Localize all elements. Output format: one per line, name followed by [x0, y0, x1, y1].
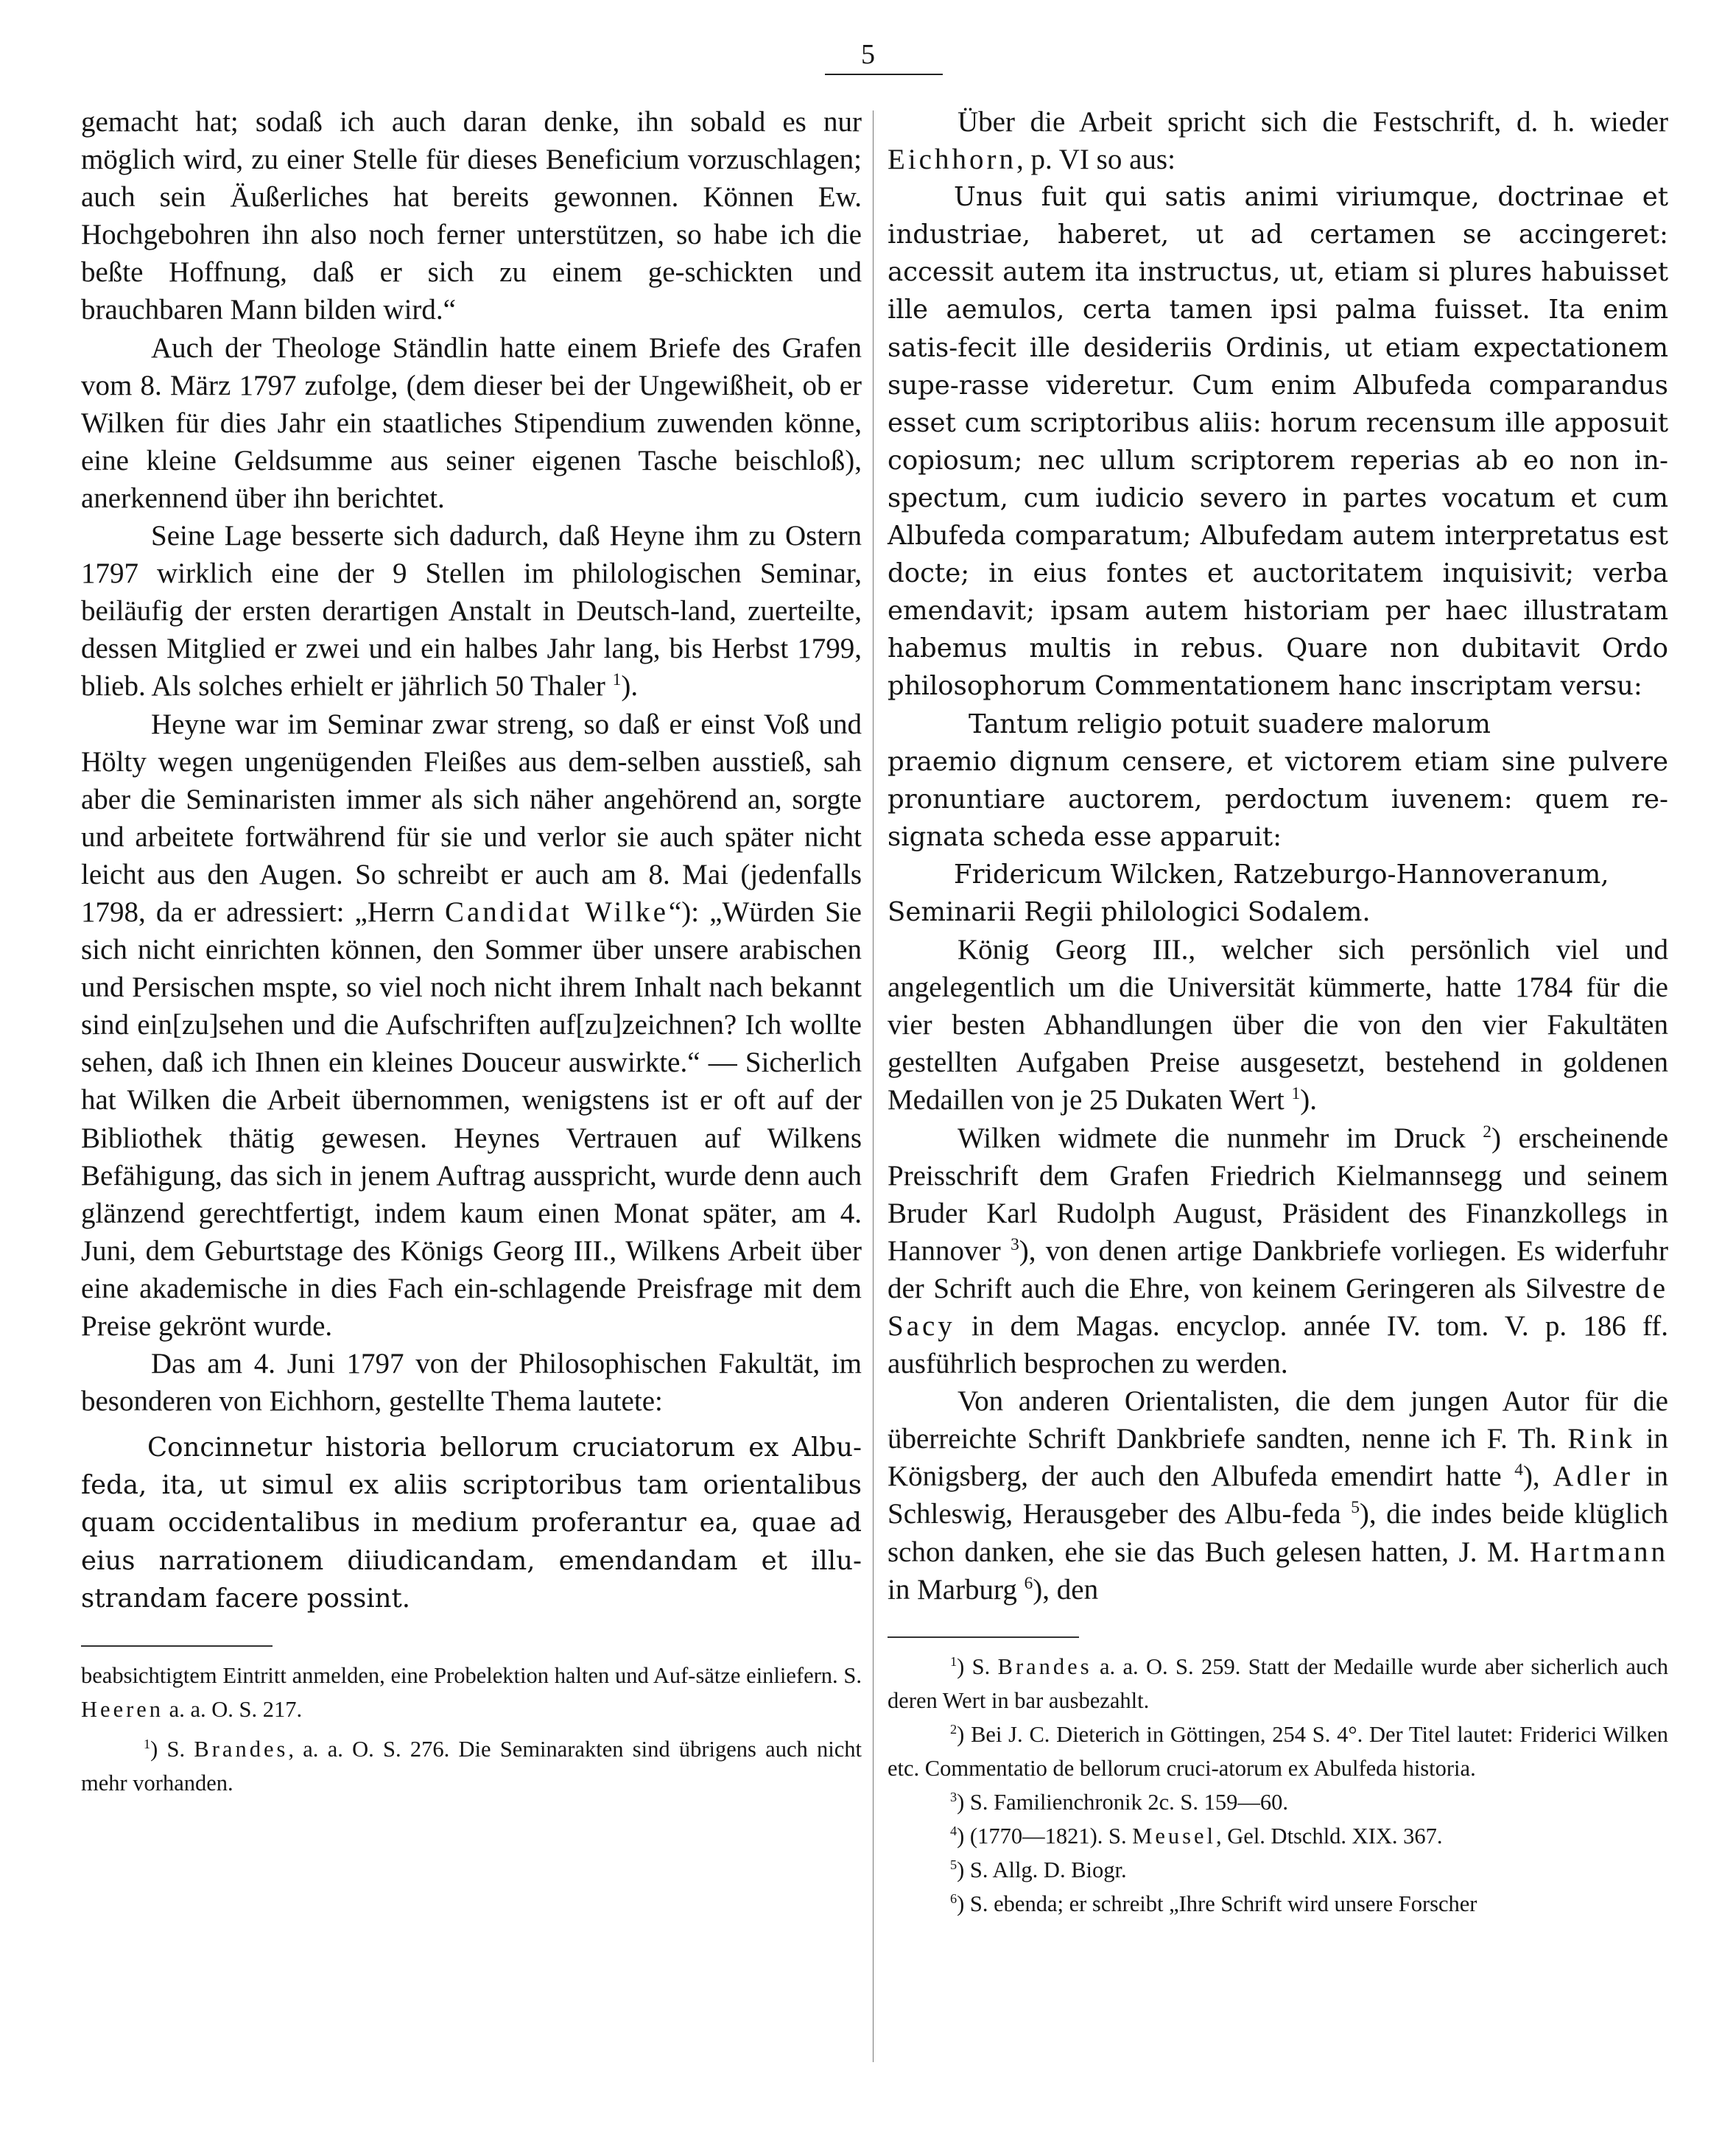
footnote-rule: [81, 1645, 273, 1647]
footnote-ref-3[interactable]: 3: [1011, 1234, 1019, 1254]
footnote-3: $^3$) S. Familienchronik 2c. S. 159—60.: [950, 1789, 1288, 1815]
footnote-ref-4[interactable]: 4: [1514, 1460, 1523, 1480]
page-number: 5: [861, 39, 875, 70]
footnote-6: $^6$) S. ebenda; er schreibt „Ihre Schrift wird unsere Forscher: [950, 1891, 1477, 1916]
left-paragraph-5: Das am 4. Juni 1797 von der Philosophischen Fakultät, im besonderen von Eichhorn, gestellte Thema lautete:: [81, 1348, 862, 1418]
footnote-ref-1[interactable]: 1: [1291, 1084, 1301, 1104]
footnote-ref-5[interactable]: 5: [1351, 1498, 1360, 1518]
right-paragraph-2: König Georg III., welcher sich persönlich viel und angelegentlich um die Universität kümmerte, hatte 1784 für die vier besten Abhandlungen über die von den vier Fakultäten gestellten Aufgaben Preise ausgesetzt, bestehend in goldenen Medaillen von je 25 Dukaten Wert $^1$).: [888, 934, 1668, 1117]
right-column: [888, 103, 1668, 1921]
footnote-1: $^1$) S. Brandes, a. a. O. S. 276. Die Seminarakten sind übrigens auch nicht mehr vorhanden.: [81, 1736, 862, 1796]
spaced-name: Candidat Wilke: [444, 896, 669, 928]
left-paragraph-3: Seine Lage besserte sich dadurch, daß Heyne ihm zu Ostern 1797 wirklich eine der 9 Stellen im philologischen Seminar, beiläufig der ersten derartigen Anstalt in Deutsch-land, zuerteilte, dessen Mitglied er zwei und ein halbes Jahr lang, bis Herbst 1799, blieb. Als solches erhielt er jährlich 50 Thaler $^1$).: [81, 520, 862, 703]
header-rule: [825, 74, 943, 75]
latin-citation: Unus fuit qui satis animi viriumque, doctrinae et industriae, haberet, ut ad certamen se accingeret: accessit autem ita instructus, ut, etiam si plures habuisset ille aemulos, certa tamen ipsi palma fuisset. Ita enim satis-fecit ille desideriis Ordinis, ut etiam expectationem supe-rasse videretur. Cum enim Albufeda comparandus esset cum scriptoribus aliis: horum recensum ille apposuit copiosum; nec ullum scriptorem reperias ab eo non in-spectum, cum iudicio severo in partes vocatum et cum Albufeda comparatum; Albufedam autem interpretatus est docte; in eius fontes et auctoritatem inquisivit; verba emendavit; ipsam autem historiam per haec illustratam habemus multis in rebus. Quare non dubitavit Ordo philosophorum Commentationem hanc inscriptam versu:: [888, 182, 1668, 702]
footnote-5: $^5$) S. Allg. D. Biogr.: [950, 1857, 1127, 1882]
left-column: [81, 103, 862, 1800]
latin-verse: Tantum religio potuit suadere malorum: [969, 708, 1491, 739]
footnote-4: $^4$) (1770—1821). S. Meusel, Gel. Dtschld. XIX. 367.: [950, 1823, 1443, 1849]
left-paragraph-2: Auch der Theologe Ständlin hatte einem Briefe des Grafen vom 8. März 1797 zufolge, (dem dieser bei der Ungewißheit, ob er Wilken für dies Jahr ein staatliches Stipendium zuwenden könne, eine kleine Geldsumme aus seiner eigenen Tasche beischloß), anerkennend über ihn berichtet.: [81, 331, 862, 514]
right-paragraph-3: Wilken widmete die nunmehr im Druck $^2$) erscheinende Preisschrift dem Grafen Friedrich Kielmannsegg und seinem Bruder Karl Rudolph August, Präsident des Finanzkollegs in Hannover $^3$), von denen artige Dankbriefe vorliegen. Es widerfuhr der Schrift auch die Ehre, von keinem Geringeren als Silvestre de Sacy in dem Magas. encyclop. année IV. tom. V. p. 186 ff. ausführlich besprochen zu werden.: [888, 1122, 1669, 1380]
footnote-ref-6[interactable]: 6: [1024, 1573, 1033, 1593]
footnote-rule: [888, 1636, 1079, 1638]
latin-citation-continued: praemio dignum censere, et victorem etiam sine pulvere pronuntiare auctorem, perdoctum iuvenem: quem re-signata scheda esse apparuit:: [888, 746, 1668, 852]
footnote-1: $^1$) S. Brandes a. a. O. S. 259. Statt der Medaille wurde aber sicherlich auch deren Wert in bar ausbezahlt.: [888, 1653, 1669, 1713]
latin-prize-question: Concinnetur historia bellorum cruciatorum ex Albu-feda, ita, ut simul ex aliis scriptoribus tam orientalibus quam occidentalibus in medium proferantur ea, quae ad eius narrationem diiudicandam, emendandam et illu-strandam facere possint.: [81, 1432, 862, 1614]
right-paragraph-1: Über die Arbeit spricht sich die Festschrift, d. h. wieder Eichhorn, p. VI so aus:: [888, 106, 1668, 176]
left-paragraph-1: gemacht hat; sodaß ich auch daran denke, ihn sobald es nur möglich wird, zu einer Stelle für dieses Beneficium vorzuschlagen; auch sein Äußerliches hat bereits gewonnen. Können Ew. Hochgebohren ihn also noch ferner unterstützen, so habe ich die beßte Hoffnung, daß er sich zu einem ge-schickten und brauchbaren Mann bilden wird.“: [81, 106, 862, 326]
footnote-ref-1[interactable]: 1: [612, 670, 622, 690]
footnote-2: $^2$) Bei J. C. Dieterich in Göttingen, 254 S. 4°. Der Titel lautet: Friderici Wilken etc. Commentatio de bellorum cruci-atorum ex Abulfeda historia.: [888, 1721, 1668, 1781]
footnote-ref-2[interactable]: 2: [1483, 1122, 1491, 1142]
right-paragraph-4: Von anderen Orientalisten, die dem jungen Autor für die überreichte Schrift Dankbriefe sandten, nenne ich F. Th. Rink in Königsberg, der auch den Albufeda emendirt hatte $^4$), Adler in Schleswig, Herausgeber des Albu-feda $^5$), die indes beide klüglich schon danken, ehe sie das Buch gelesen hatten, J. M. Hartmann in Marburg $^6$), den: [888, 1385, 1669, 1606]
latin-signature-line-1: Fridericum Wilcken, Ratzeburgo-Hannoveranum,: [954, 859, 1609, 890]
latin-signature-line-2: Seminarii Regii philologici Sodalem.: [888, 896, 1371, 927]
column-gutter: [873, 110, 874, 2062]
left-paragraph-4: Heyne war im Seminar zwar streng, so daß er einst Voß und Hölty wegen ungenügenden Fleißes aus dem-selben ausstieß, sah aber die Seminaristen immer als sich näher angehörend an, sorgte und arbeitete fortwährend für sie und verlor sie auch später nicht leicht aus den Augen. So schreibt er auch am 8. Mai (jedenfalls 1798, da er adressiert: „Herrn Candidat Wilke“): „Würden Sie sich nicht einrichten können, den Sommer über unsere arabischen und Persischen mspte, so viel noch nicht ihrem Inhalt nach bekannt sind ein[zu]sehen und die Aufschriften auf[zu]zeichnen? Ich wollte sehen, daß ich Ihnen ein kleines Douceur auswirkte.“ — Sicherlich hat Wilken die Arbeit übernommen, wenigstens ist er oft auf der Bibliothek thätig gewesen. Heynes Vertrauen auf Wilkens Befähigung, das sich in jenem Auftrag ausspricht, wurde denn auch glänzend gerechtfertigt, indem kaum einen Monat später, am 4. Juni, dem Geburtstage des Königs Georg III., Wilkens Arbeit über eine akademische in dies Fach ein-schlagende Preisfrage mit dem Preise gekrönt wurde.: [81, 708, 862, 1342]
footnote-continued: beabsichtigtem Eintritt anmelden, eine Probelektion halten und Auf-sätze einliefern. S. Heeren a. a. O. S. 217.: [81, 1662, 862, 1722]
